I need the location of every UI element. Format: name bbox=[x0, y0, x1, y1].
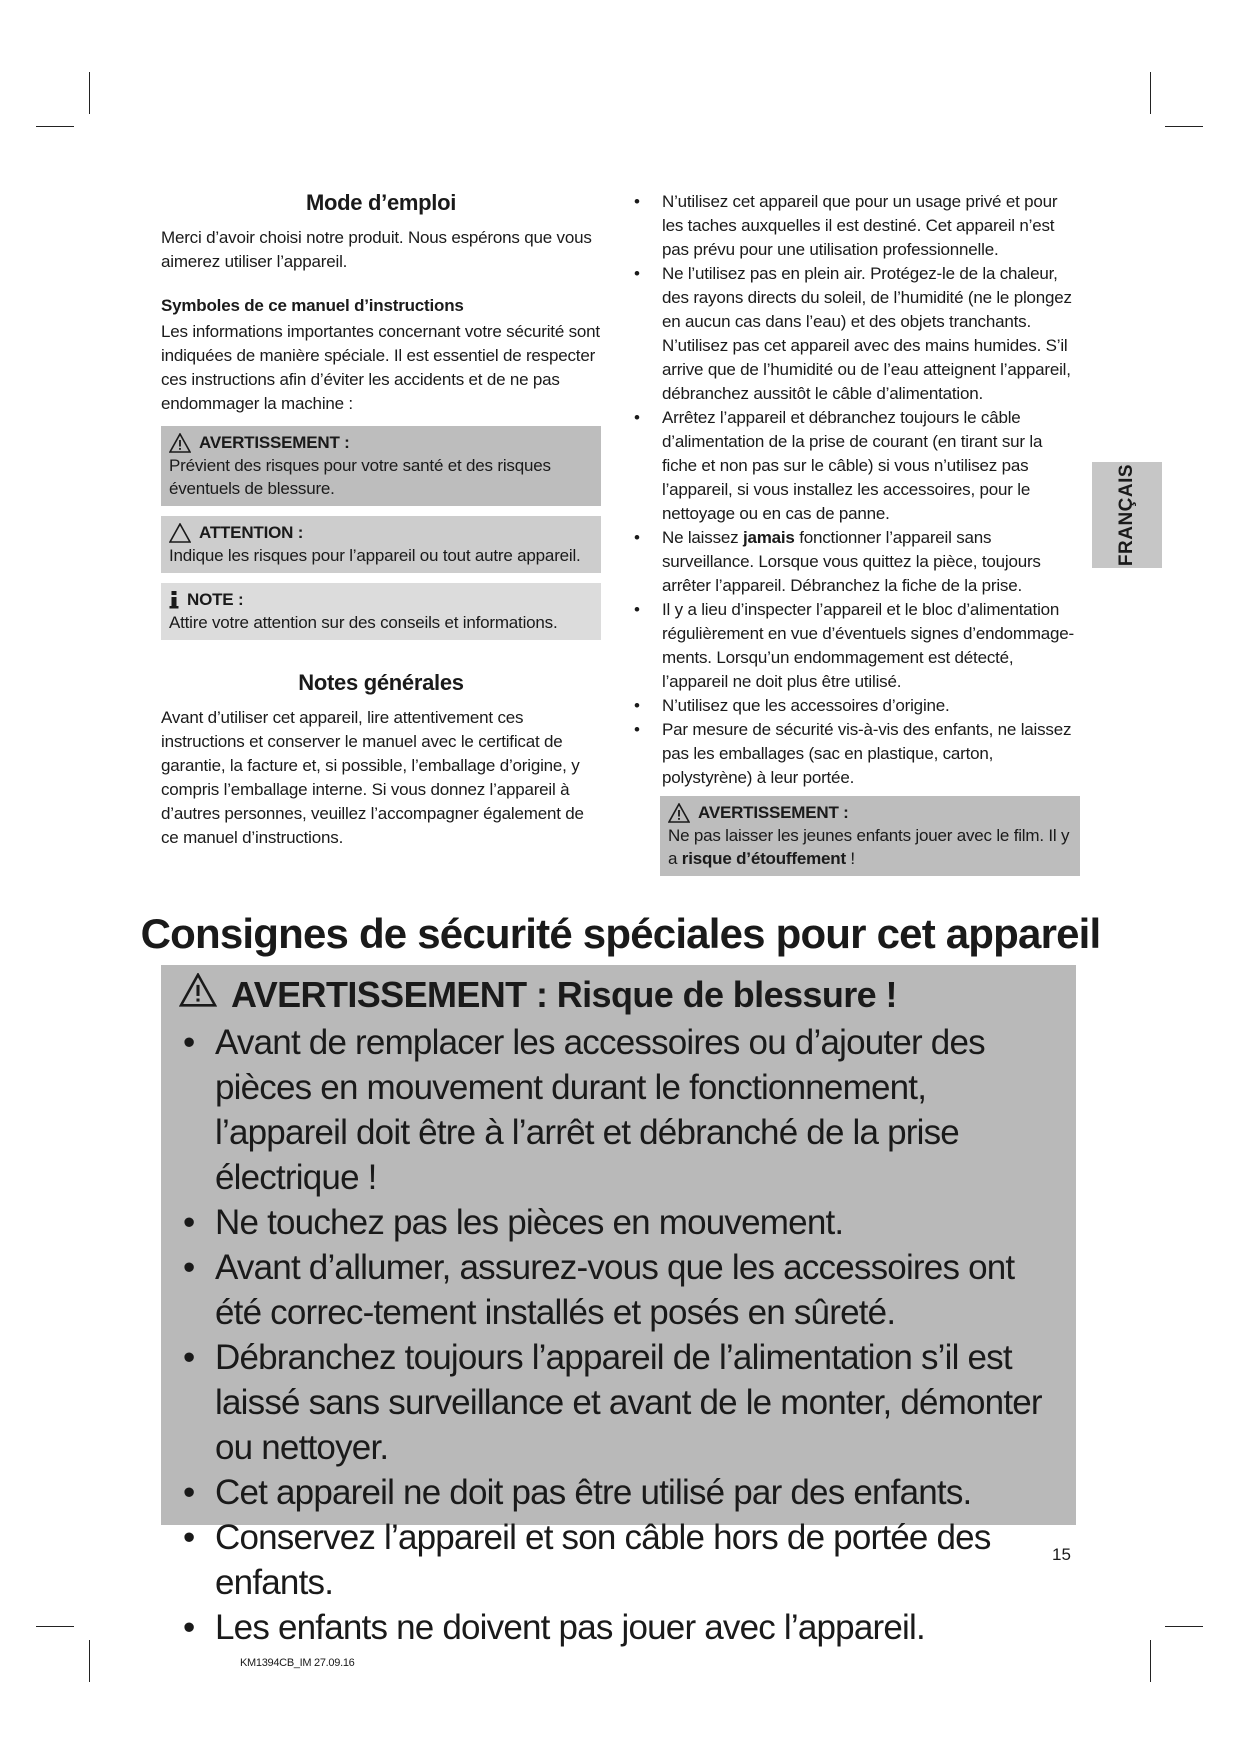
warning-box-title bbox=[169, 431, 593, 454]
info-icon bbox=[169, 590, 179, 610]
language-tab-label: FRANÇAIS bbox=[1116, 463, 1137, 567]
attention-box-title bbox=[169, 521, 593, 544]
language-tab bbox=[1092, 462, 1162, 568]
general-safety-list bbox=[632, 190, 1080, 790]
attention-box bbox=[161, 516, 601, 573]
right-column bbox=[632, 190, 1080, 876]
symbols-heading: Symboles de ce manuel d’instructions bbox=[161, 296, 464, 315]
list-item: • Il y a lieu d’inspecter l’appareil et le bloc d’alimentation régulièrement en vue d’éventuels signes d’endommage-ments. Lorsqu’un endommagement est détecté, l’appareil ne doit plus être utilisé. bbox=[634, 600, 1075, 691]
child-warning-title-text: AVERTISSEMENT : bbox=[698, 803, 849, 822]
crop-mark bbox=[36, 126, 74, 127]
caution-triangle-icon bbox=[169, 523, 191, 543]
child-warning-box bbox=[660, 796, 1080, 876]
child-warning-text: Ne pas laisser les jeunes enfants jouer avec le film. Il y a risque d’étouffement ! bbox=[668, 826, 1070, 868]
list-item: • Débranchez toujours l’appareil de l’alimentation s’il est laissé sans surveillance et avant de le monter, démonter ou nettoyer. bbox=[183, 1338, 1042, 1467]
list-item: • Cet appareil ne doit pas être utilisé par des enfants. bbox=[183, 1473, 972, 1512]
warning-box-title-text: AVERTISSEMENT : bbox=[199, 433, 350, 452]
warning-triangle-icon bbox=[169, 433, 191, 453]
list-item: • Avant de remplacer les accessoires ou d’ajouter des pièces en mouvement durant le fonctionnement, l’appareil doit être à l’arrêt et débranché de la prise électrique ! bbox=[183, 1023, 985, 1197]
note-box bbox=[161, 583, 601, 640]
note-box-title bbox=[169, 588, 593, 611]
crop-mark bbox=[89, 1640, 90, 1682]
crop-mark bbox=[1165, 126, 1203, 127]
notes-generales-text: Avant d’utiliser cet appareil, lire attentivement ces instructions et conserver le manuel avec le certificat de garantie, la facture et, si possible, l’emballage d’origine, y compris l’emballage interne. Si vous donnez l’appareil à d’autres personnes, veuillez l’accompagner également de ce manuel d’instructions. bbox=[161, 708, 584, 847]
list-item: • Ne l’utilisez pas en plein air. Protégez-le de la chaleur, des rayons directs du soleil, de l’humidité (ne le plongez en aucun cas dans l’eau) et des objets tranchants. N’utilisez pas cet appareil avec des mains humides. S’il arrive que de l’humidité ou de l’eau atteignent l’appareil, débranchez aussitôt le câble d’alimentation. bbox=[634, 264, 1072, 403]
crop-mark bbox=[36, 1626, 74, 1627]
safety-list bbox=[175, 1020, 1062, 1650]
warning-box-text: Prévient des risques pour votre santé et des risques éventuels de blessure. bbox=[169, 456, 551, 498]
attention-box-text: Indique les risques pour l’appareil ou tout autre appareil. bbox=[169, 546, 581, 565]
warning-triangle-icon bbox=[179, 973, 217, 1016]
crop-mark bbox=[1165, 1626, 1203, 1627]
crop-mark bbox=[1150, 1640, 1151, 1682]
note-box-title-text: NOTE : bbox=[187, 590, 244, 609]
list-item: • Arrêtez l’appareil et débranchez toujours le câble d’alimentation de la prise de courant (en tirant sur la fiche et non pas sur le câble) si vous n’utilisez pas l’appareil, si vous installez les accessoires, pour le nettoyage ou en cas de panne. bbox=[634, 408, 1043, 523]
symbols-text: Les informations importantes concernant votre sécurité sont indiquées de manière spéciale. Il est essentiel de respecter ces instructions afin d’éviter les accidents et de ne pas endommager la machine : bbox=[161, 322, 600, 413]
warning-triangle-icon bbox=[668, 803, 690, 823]
crop-mark bbox=[1150, 72, 1151, 114]
page-number: 15 bbox=[1052, 1545, 1071, 1564]
list-item: • Ne laissez jamais fonctionner l’appareil sans surveillance. Lorsque vous quittez la pièce, toujours arrêter l’appareil. Débranchez la fiche de la prise. bbox=[634, 528, 1041, 595]
list-item: • Par mesure de sécurité vis-à-vis des enfants, ne laissez pas les emballages (sac en plastique, carton, polystyrène) à leur portée. bbox=[634, 720, 1072, 787]
list-item: • N’utilisez que les accessoires d’origine. bbox=[634, 696, 950, 715]
list-item: • Les enfants ne doivent pas jouer avec l’appareil. bbox=[183, 1608, 925, 1647]
list-item: • Ne touchez pas les pièces en mouvement. bbox=[183, 1203, 844, 1242]
left-column bbox=[161, 190, 601, 850]
safety-warning-title bbox=[179, 973, 1062, 1016]
list-item: • Avant d’allumer, assurez-vous que les accessoires ont été correc-tement installés et posés en sûreté. bbox=[183, 1248, 1015, 1332]
crop-mark bbox=[89, 72, 90, 114]
footer-code: KM1394CB_IM 27.09.16 bbox=[240, 1657, 355, 1669]
mode-emploi-title: Mode d’emploi bbox=[305, 190, 457, 215]
list-item: • N’utilisez cet appareil que pour un usage privé et pour les taches auxquelles il est destiné. Cet appareil n’est pas prévu pour une utilisation professionnelle. bbox=[634, 192, 1058, 259]
warning-box bbox=[161, 426, 601, 506]
note-box-text: Attire votre attention sur des conseils et informations. bbox=[169, 613, 558, 632]
attention-box-title-text: ATTENTION : bbox=[199, 523, 304, 542]
mode-emploi-intro: Merci d’avoir choisi notre produit. Nous espérons que vous aimerez utiliser l’appareil. bbox=[161, 228, 592, 271]
list-item: • Conservez l’appareil et son câble hors de portée des enfants. bbox=[183, 1518, 991, 1602]
safety-section-title: Consignes de sécurité spéciales pour cet appareil bbox=[140, 910, 1101, 957]
child-warning-title bbox=[668, 801, 1072, 824]
safety-warning-title-text: AVERTISSEMENT : Risque de blessure ! bbox=[231, 973, 897, 1015]
notes-generales-title: Notes générales bbox=[298, 670, 464, 695]
